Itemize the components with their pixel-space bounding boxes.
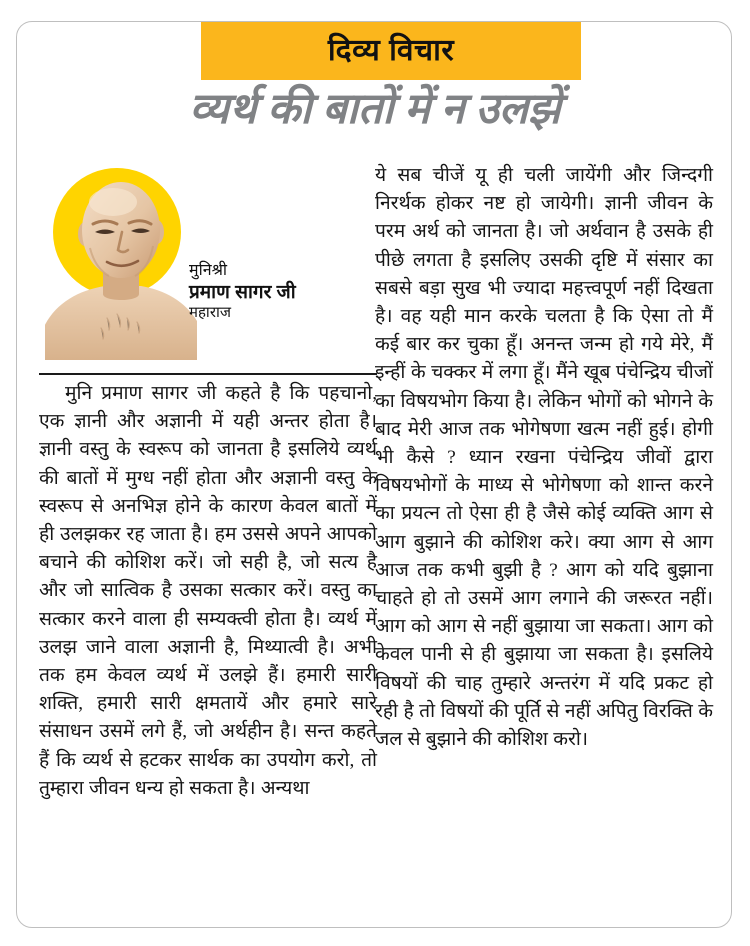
- kicker-band: [201, 22, 581, 80]
- author-block: [39, 162, 377, 367]
- kicker-label: दिव्य विचार: [327, 34, 455, 67]
- column-left: [39, 162, 377, 928]
- masthead: [17, 22, 732, 162]
- byline-honorific: मुनिश्री: [189, 262, 228, 279]
- page-title: व्यर्थ की बातों में न उलझें: [189, 86, 561, 133]
- article-paragraph-left: मुनि प्रमाण सागर जी कहते है कि पहचानो, एक ज्ञानी और अज्ञानी में यही अन्तर होता है। ज्ञानी वस्तु के स्वरूप को जानता है इसलिये व्यर्थ की बातों में मुग्ध नहीं होता और अज्ञानी वस्तु के स्वरूप से अनभिज्ञ होने के कारण केवल बातों में ही उलझकर रह जाता है। हम उससे अपने आपको बचाने की कोशिश करें। जो सही है, जो सत्य है और जो सात्विक है उसका सत्कार करें। वस्तु का सत्कार करने वाला ही सम्यक्त्वी होता है। व्यर्थ में उलझ जाने वाला अज्ञानी है, मिथ्यात्वी है। अभी तक हम केवल व्यर्थ में उलझे हैं। हमारी सारी शक्ति, हमारी सारी क्षमतायें और हमारे सारे संसाधन उसमें लगे हैं, जो अर्थहीन है। सन्त कहते हैं कि व्यर्थ से हटकर सार्थक का उपयोग करो, तो तुम्हारा जीवन धन्य हो सकता है। अन्यथा: [39, 383, 377, 799]
- byline-title: महाराज: [189, 304, 231, 322]
- byline: [189, 262, 375, 322]
- column-divider-rule: [39, 373, 377, 375]
- column-right: [375, 162, 713, 928]
- article-paragraph-right: ये सब चीजें यू ही चली जायेंगी और जिन्दगी निरर्थक होकर नष्ट हो जायेगी। ज्ञानी जीवन के परम अर्थ को जानता है। जो अर्थवान है उसके ही पीछे लगता है इसलिए उसकी दृष्टि में संसार का सबसे बड़ा सुख भी ज्यादा महत्त्वपूर्ण नहीं दिखता है। वह यही मान करके चलता है कि ऐसा तो मैं कई बार कर चुका हूँ। अनन्त जन्म हो गये मेरे, मैं इन्हीं के चक्कर में लगा हूँ। मैंने खूब पंचेन्द्रिय चीजों का विषयभोग किया है। लेकिन भोगों को भोगने के बाद मेरी आज तक भोगेषणा खत्म नहीं हुई। होगी भी कैसे ? ध्यान रखना पंचेन्द्रिय जीवों द्वारा विषयभोगों के माध्य से भोगेषणा को शान्त करने का प्रयत्न तो ऐसा ही है जैसे कोई व्यक्ति आग से आग बुझाने की कोशिश करे। क्या आग से आग आज तक कभी बुझी है ? आग को यदि बुझाना चाहते हो तो उसमें आग लगाने की जरूरत नहीं। आग को आग से नहीं बुझाया जा सकता। आग को केवल पानी से ही बुझाया जा सकता है। इसलिये विषयों की चाह तुम्हारे अन्तरंग में यदि प्रकट हो रही है तो विषयों की पूर्ति से नहीं अपितु विरक्ति के जल से बुझाने की कोशिश करो।: [375, 165, 713, 751]
- article-columns: [17, 162, 732, 928]
- byline-name: प्रमाण सागर जी: [189, 281, 296, 303]
- article-body-right: [375, 162, 713, 754]
- monk-portrait-image: [45, 168, 197, 360]
- article-body-left: [39, 380, 377, 803]
- article-card: [16, 21, 732, 928]
- author-photo: [45, 168, 197, 360]
